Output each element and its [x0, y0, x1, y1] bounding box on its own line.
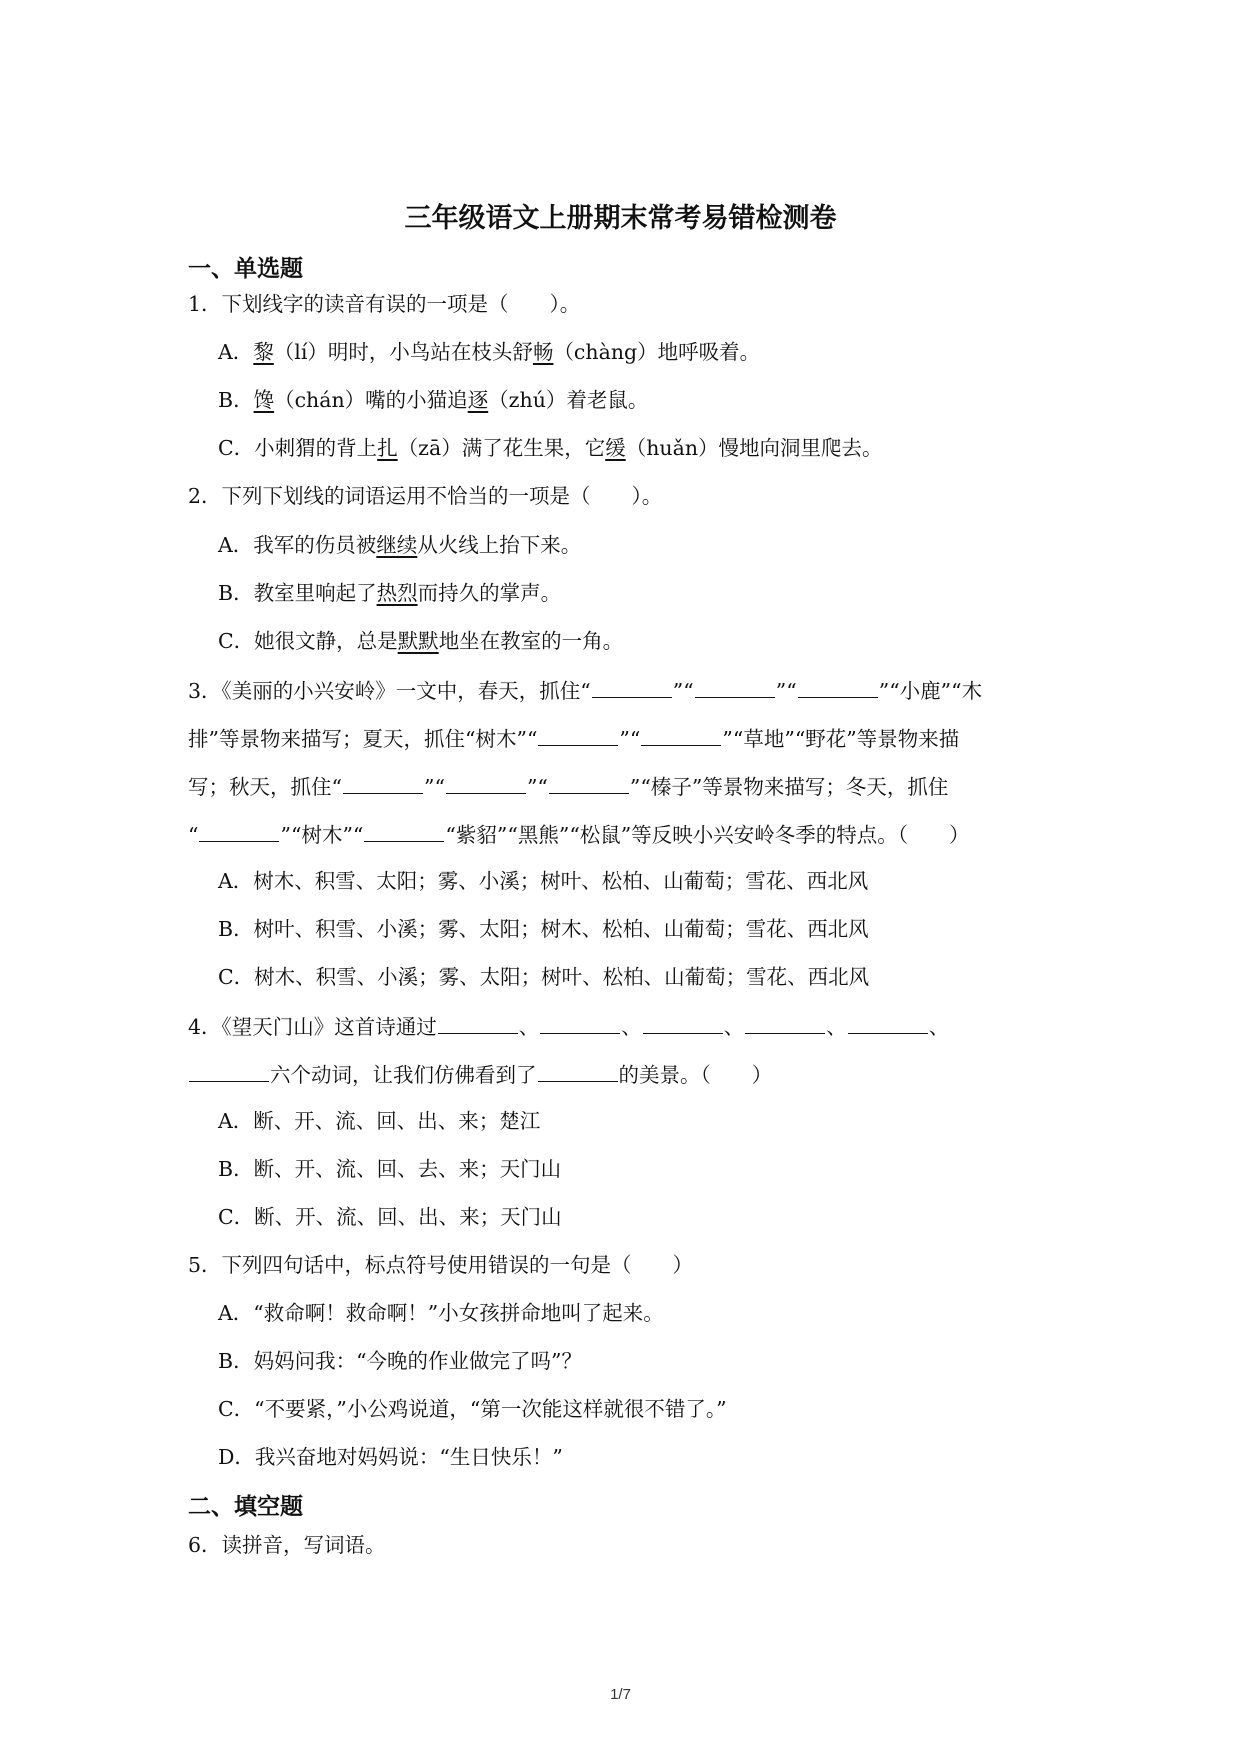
question-4-option-a: A．断、开、流、回、出、来；楚江: [218, 1109, 541, 1133]
question-4-option-b: B．断、开、流、回、去、来；天门山: [218, 1157, 562, 1181]
question-5-option-c: C．“不要紧，”小公鸡说道，“第一次能这样就很不错了。”: [218, 1397, 727, 1421]
question-2-option-a: A．我军的伤员被继续从火线上抬下来。: [218, 533, 582, 557]
answer-blank[interactable]: [745, 1011, 825, 1034]
question-3-option-a: A．树木、积雪、太阳；雾、小溪；树叶、松柏、山葡萄；雪花、西北风: [218, 869, 869, 893]
answer-blank[interactable]: [549, 771, 629, 794]
answer-blank[interactable]: [798, 675, 878, 698]
question-3-stem-line-1: 3．《美丽的小兴安岭》一文中，春天，抓住“ ”“ ”“ ”“小鹿”“木: [188, 675, 982, 705]
question-2-option-b: B．教室里响起了热烈而持久的掌声。: [218, 581, 562, 605]
answer-blank[interactable]: [695, 675, 775, 698]
question-1-option-b: B．馋（chán）嘴的小猫追逐（zhú）着老鼠。: [218, 388, 649, 412]
question-3-option-b: B．树叶、积雪、小溪；雾、太阳；树木、松柏、山葡萄；雪花、西北风: [218, 917, 869, 941]
question-2-option-c: C．她很文静，总是默默地坐在教室的一角。: [218, 629, 624, 653]
answer-blank[interactable]: [438, 1011, 518, 1034]
answer-blank[interactable]: [343, 771, 423, 794]
question-5-option-a: A．“救命啊！救命啊！”小女孩拼命地叫了起来。: [218, 1301, 664, 1325]
answer-blank[interactable]: [538, 723, 618, 746]
question-1-stem: 1．下划线字的读音有误的一项是（ ）。: [188, 292, 581, 316]
section-heading-single-choice: 一、单选题: [188, 256, 303, 282]
answer-blank[interactable]: [364, 819, 444, 842]
section-heading-fill-in: 二、填空题: [188, 1494, 303, 1520]
answer-blank[interactable]: [592, 675, 672, 698]
question-2-stem: 2．下列下划线的词语运用不恰当的一项是（ ）。: [188, 484, 663, 508]
page-number: 1/7: [610, 1686, 631, 1703]
question-3-option-c: C．树木、积雪、小溪；雾、太阳；树叶、松柏、山葡萄；雪花、西北风: [218, 965, 870, 989]
question-5-option-b: B．妈妈问我：“今晚的作业做完了吗”？: [218, 1349, 583, 1373]
answer-blank[interactable]: [538, 1059, 618, 1082]
question-3-stem-line-3: 写；秋天，抓住“ ”“ ”“ ”“榛子”等景物来描写；冬天，抓住: [188, 771, 948, 801]
answer-blank[interactable]: [446, 771, 526, 794]
question-4-option-c: C．断、开、流、回、出、来；天门山: [218, 1205, 562, 1229]
question-3-stem-line-2: 排”等景物来描写；夏天，抓住“树木”“ ”“ ”“草地”“野花”等景物来描: [188, 723, 959, 753]
answer-blank[interactable]: [199, 819, 279, 842]
question-1-option-c: C．小刺猬的背上扎（zā）满了花生果，它缓（huǎn）慢地向洞里爬去。: [218, 436, 883, 460]
answer-blank[interactable]: [189, 1059, 269, 1082]
answer-blank[interactable]: [643, 1011, 723, 1034]
answer-blank[interactable]: [641, 723, 721, 746]
question-5-stem: 5．下列四句话中，标点符号使用错误的一句是（ ）: [188, 1253, 694, 1277]
question-5-option-d: D．我兴奋地对妈妈说：“生日快乐！”: [218, 1445, 563, 1469]
answer-blank[interactable]: [540, 1011, 620, 1034]
question-1-option-a: A．黎（lí）明时，小鸟站在枝头舒畅（chàng）地呼吸着。: [218, 340, 761, 364]
question-4-stem-line-1: 4．《望天门山》这首诗通过 、 、 、 、 、: [188, 1011, 949, 1041]
answer-blank[interactable]: [848, 1011, 928, 1034]
question-6-stem: 6．读拼音，写词语。: [188, 1533, 386, 1557]
page-title: 三年级语文上册期末常考易错检测卷: [404, 203, 837, 234]
question-4-stem-line-2: 六个动词，让我们仿佛看到了 的美景。（ ）: [188, 1059, 772, 1089]
question-3-stem-line-4: “ ”“树木”“ “紫貂”“黑熊”“松鼠”等反映小兴安岭冬季的特点。（ ）: [188, 819, 970, 849]
